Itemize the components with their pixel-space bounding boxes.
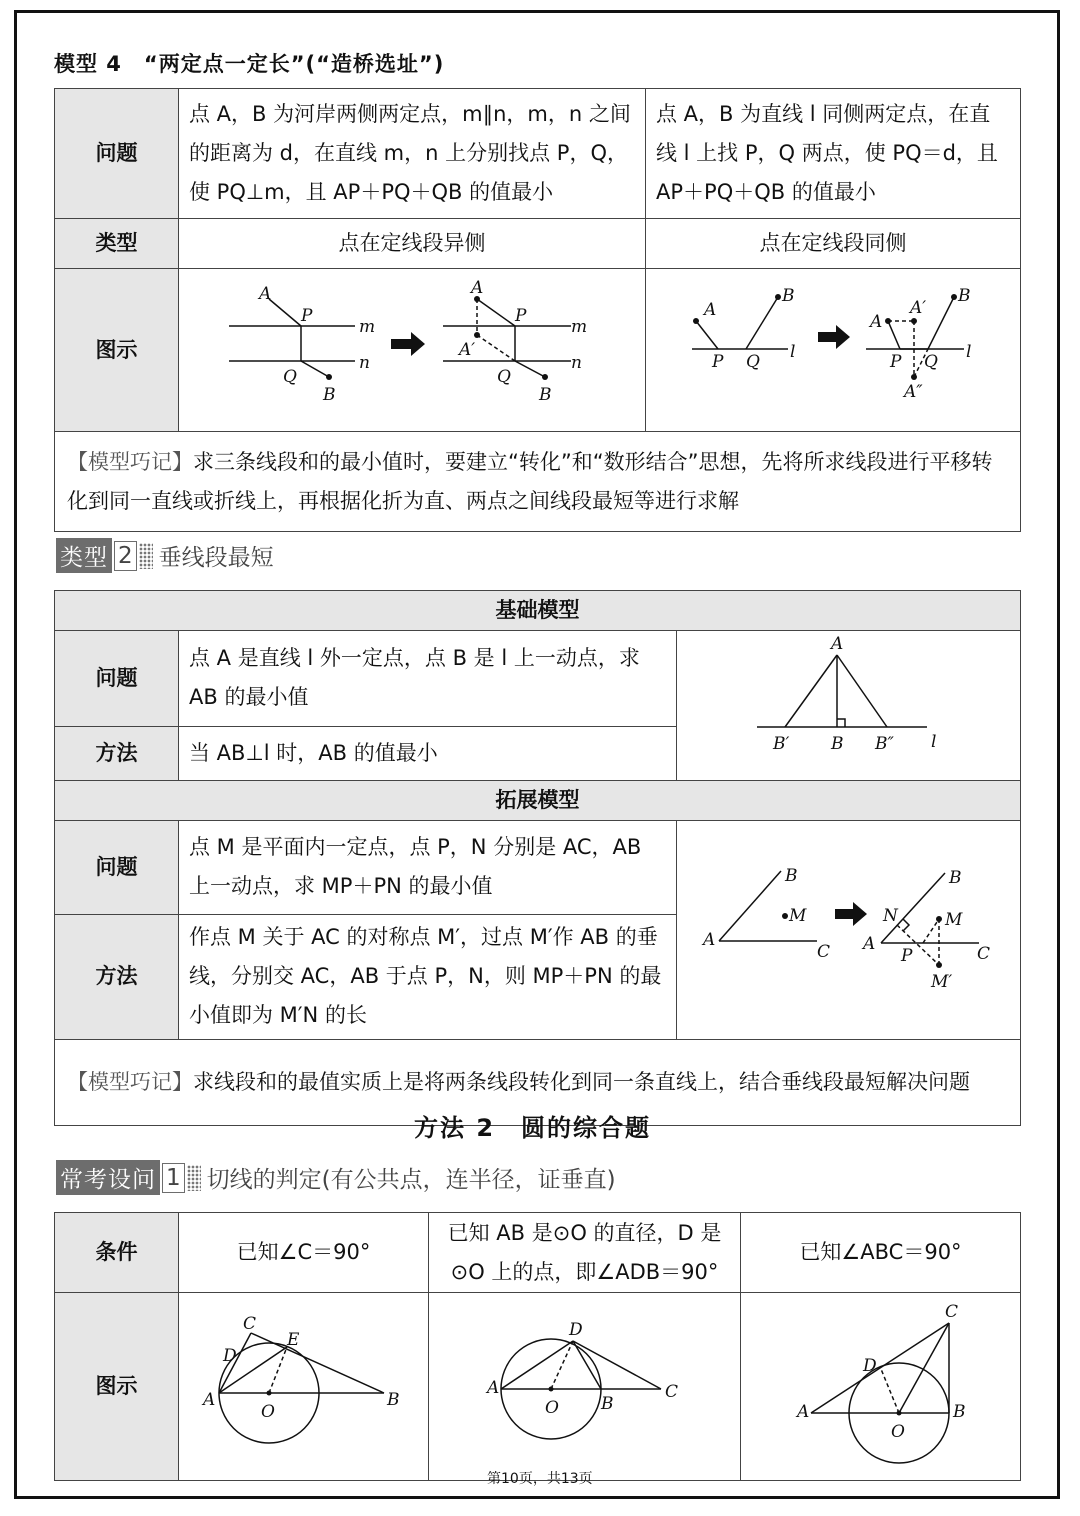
svg-text:A: A <box>797 1402 810 1422</box>
svg-text:B′: B′ <box>773 734 790 754</box>
cq1-tag-text: 切线的判定(有公共点，连半径，证垂直) <box>206 1167 616 1193</box>
perp-tip-label: 【模型巧记】 <box>67 1070 193 1094</box>
row-label-figure: 图示 <box>55 269 179 432</box>
row-label-type: 类型 <box>55 219 179 269</box>
basic-problem: 点 A 是直线 l 外一定点，点 B 是 l 上一动点，求 AB 的最小值 <box>179 631 677 727</box>
svg-text:B: B <box>387 1390 400 1410</box>
svg-text:P: P <box>901 946 913 966</box>
svg-text:A: A <box>704 300 717 320</box>
svg-text:E: E <box>287 1330 300 1350</box>
svg-text:M′: M′ <box>931 972 953 992</box>
figure-same-side <box>646 269 1021 432</box>
svg-text:A: A <box>203 1390 216 1410</box>
dots-icon <box>187 1165 201 1191</box>
svg-text:A′: A′ <box>459 340 476 360</box>
bridge-figure-same <box>646 269 1021 418</box>
svg-text:B: B <box>953 1402 966 1422</box>
svg-text:Q: Q <box>497 367 511 387</box>
dots-icon <box>139 543 153 569</box>
type2-tag-text: 垂线段最短 <box>158 545 274 571</box>
model4-title: 模型 4 “两定点一定长”(“造桥选址”) <box>54 52 445 76</box>
svg-text:Q: Q <box>283 367 297 387</box>
svg-text:O: O <box>261 1402 275 1422</box>
svg-text:P: P <box>301 306 313 326</box>
model4-tip-text: 求三条线段和的最小值时，要建立“转化”和“数形结合”思想，先将所求线段进行平移转化到同一直线或折线上，再根据化折为直、两点之间线段最短等进行求解 <box>67 449 993 513</box>
type-left: 点在定线段异侧 <box>179 219 646 269</box>
basic-figure <box>677 631 1021 781</box>
svg-text:n: n <box>571 353 582 373</box>
svg-text:N: N <box>883 906 898 926</box>
svg-text:B″: B″ <box>875 734 894 754</box>
svg-text:B: B <box>949 868 962 888</box>
svg-text:n: n <box>359 353 370 373</box>
type-right: 点在定线段同侧 <box>646 219 1021 269</box>
basic-method: 当 AB⊥l 时，AB 的值最小 <box>179 726 677 780</box>
svg-text:A′: A′ <box>910 298 927 318</box>
svg-text:C: C <box>817 942 831 962</box>
problem-right: 点 A，B 为直线 l 同侧两定点，在直线 l 上找 P，Q 两点，使 PQ＝d，且 AP＋PQ＋QB 的值最小 <box>646 89 1021 219</box>
cond-1: 已知∠C＝90° <box>179 1213 429 1293</box>
svg-text:l: l <box>931 732 937 752</box>
svg-text:A″: A″ <box>904 382 923 402</box>
model4-tip-label: 【模型巧记】 <box>67 449 193 474</box>
svg-text:C: C <box>665 1382 679 1402</box>
tangent-table <box>54 1212 1021 1481</box>
svg-text:M: M <box>945 910 963 930</box>
ext-method: 作点 M 关于 AC 的对称点 M′，过点 M′作 AB 的垂线，分别交 AC，AB 于点 P，N，则 MP＋PN 的最小值即为 M′N 的长 <box>179 914 677 1039</box>
ext-problem: 点 M 是平面内一定点，点 P，N 分别是 AC，AB 上一动点，求 MP＋PN 的最小值 <box>179 821 677 915</box>
svg-text:B: B <box>958 286 971 306</box>
svg-text:P: P <box>712 352 724 372</box>
cond-label: 条件 <box>55 1213 179 1293</box>
svg-text:B: B <box>831 734 844 754</box>
tangent-fig-3 <box>741 1293 1021 1481</box>
svg-text:A: A <box>471 278 484 298</box>
svg-text:D: D <box>223 1346 237 1366</box>
tangent-fig-2 <box>429 1293 741 1481</box>
basic-model-header: 基础模型 <box>55 591 1021 631</box>
tangent-figure-diameter <box>429 1293 741 1467</box>
perp-table <box>54 590 1021 1126</box>
svg-text:C: C <box>977 944 991 964</box>
svg-text:B: B <box>601 1394 614 1414</box>
type2-tag-label: 类型 <box>56 538 112 573</box>
cond-3: 已知∠ABC＝90° <box>741 1213 1021 1293</box>
svg-text:P: P <box>515 306 527 326</box>
svg-text:D: D <box>569 1320 583 1340</box>
svg-text:l: l <box>966 342 972 362</box>
ext-figure <box>677 821 1021 1040</box>
svg-text:m: m <box>359 317 376 337</box>
svg-text:m: m <box>571 317 588 337</box>
figure-opposite-sides <box>179 269 646 432</box>
ext-model-header: 拓展模型 <box>55 781 1021 821</box>
svg-text:A: A <box>259 284 272 304</box>
svg-text:A: A <box>487 1378 500 1398</box>
svg-text:A: A <box>703 930 716 950</box>
model4-table <box>54 88 1021 532</box>
ext-problem-label: 问题 <box>55 821 179 915</box>
basic-problem-label: 问题 <box>55 631 179 727</box>
svg-text:B: B <box>782 286 795 306</box>
cq1-tag-label: 常考设问 <box>56 1160 160 1195</box>
svg-text:C: C <box>243 1314 257 1334</box>
svg-text:C: C <box>945 1302 959 1322</box>
svg-text:M: M <box>789 906 807 926</box>
svg-text:D: D <box>863 1356 877 1376</box>
ext-method-label: 方法 <box>55 914 179 1039</box>
symmetry-figure <box>677 821 1021 1026</box>
tangent-fig-1 <box>179 1293 429 1481</box>
row-label-problem: 问题 <box>55 89 179 219</box>
svg-text:O: O <box>545 1398 559 1418</box>
tangent-fig-label: 图示 <box>55 1293 179 1481</box>
cq1-tag <box>56 1160 616 1195</box>
perp-tip-text: 求线段和的最值实质上是将两条线段转化到同一条直线上，结合垂线段最短解决问题 <box>193 1070 970 1094</box>
problem-left: 点 A，B 为河岸两侧两定点，m∥n，m，n 之间的距离为 d，在直线 m，n 上分别找点 P，Q，使 PQ⊥m，且 AP＋PQ＋QB 的值最小 <box>179 89 646 219</box>
cond-2: 已知 AB 是⊙O 的直径，D 是⊙O 上的点，即∠ADB＝90° <box>429 1213 741 1293</box>
svg-text:l: l <box>790 342 796 362</box>
svg-text:B: B <box>323 385 336 405</box>
method2-title: 方法 2 圆的综合题 <box>414 1114 652 1142</box>
bridge-figure-opposite <box>179 269 646 418</box>
type2-tag-num: 2 <box>114 541 137 571</box>
type2-tag <box>56 538 274 573</box>
svg-text:A: A <box>831 634 844 654</box>
svg-text:Q: Q <box>746 352 760 372</box>
cq1-tag-num: 1 <box>162 1163 185 1193</box>
svg-text:O: O <box>891 1422 905 1442</box>
svg-text:B: B <box>785 866 798 886</box>
svg-text:P: P <box>890 352 902 372</box>
svg-text:A: A <box>863 934 876 954</box>
svg-text:A: A <box>870 312 883 332</box>
basic-method-label: 方法 <box>55 726 179 780</box>
tangent-figure-right-angle-c <box>179 1293 429 1467</box>
svg-text:B: B <box>539 385 552 405</box>
tangent-figure-right-angle-abc <box>741 1293 1021 1467</box>
perpendicular-figure <box>677 631 1021 767</box>
page-footer: 第10页，共13页 <box>487 1471 593 1487</box>
svg-text:Q: Q <box>924 352 938 372</box>
